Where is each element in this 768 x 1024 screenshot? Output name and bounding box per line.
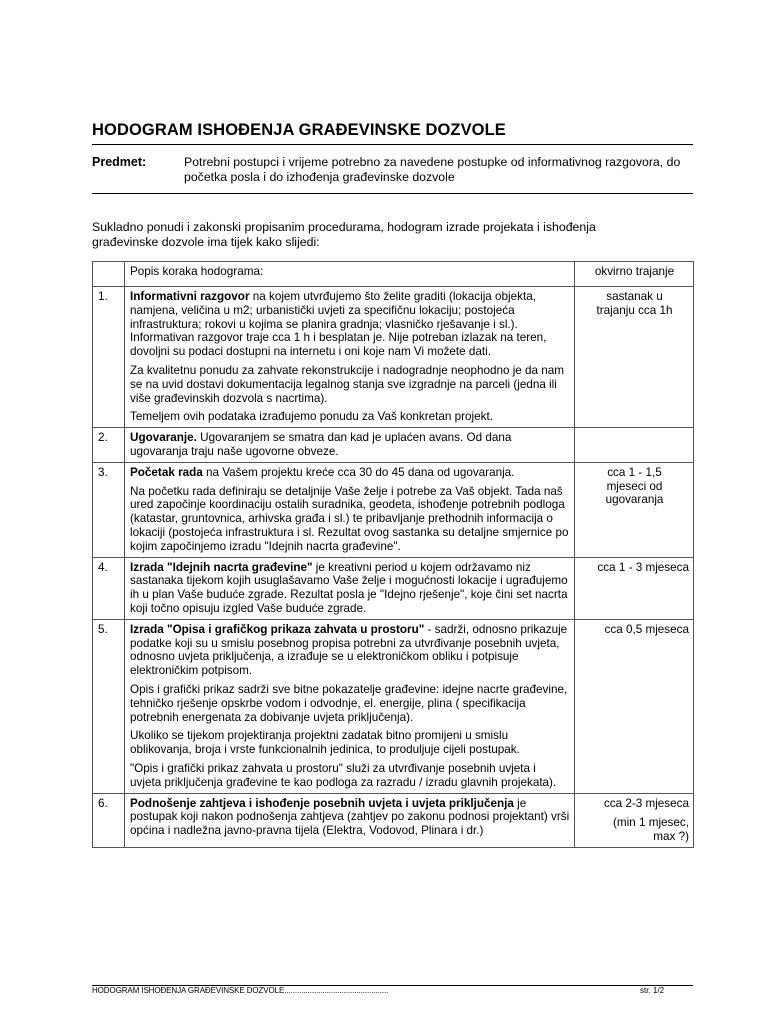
table-row [93, 287, 694, 428]
step-lead-text: je kreativni period u kojem održavamo niz sastanaka tijekom kojih usuglašavamo Vaše želje i mogućnosti lokacije i ugrađujemo ih u plan Vaše buduće zgrade. Rezultat posla je "Idejno rješenje", koje čini set nacrta koji točno opisuju izgled Vaše buduće zgrade. [130, 560, 568, 615]
header-desc-cell: Popis koraka hodograma: [125, 262, 575, 287]
step-title: Ugovaranje. [130, 431, 197, 445]
header-duration-cell: okvirno trajanje [575, 262, 694, 287]
step-duration [575, 793, 694, 847]
step-paragraph: Temeljem ovih podataka izrađujemo ponudu za Vaš konkretan projekt. [130, 410, 493, 424]
step-duration [575, 619, 694, 793]
step-description [125, 462, 575, 557]
duration-line: sastanak u [606, 290, 663, 303]
step-duration [575, 462, 694, 557]
step-number: 2. [93, 428, 125, 463]
duration-line: cca 2-3 mjeseca [603, 796, 689, 810]
step-title: Početak rada [130, 465, 203, 479]
step-duration [575, 557, 694, 619]
steps-table [92, 261, 694, 848]
page-number: str. 1/2 [640, 986, 665, 995]
step-description [125, 428, 575, 463]
step-lead-paragraph [130, 290, 570, 359]
header-num-cell [93, 262, 125, 287]
step-title: Informativni razgovor [130, 290, 250, 303]
step-lead-paragraph [130, 797, 570, 838]
step-lead-text: - sadrži, odnosno prikazuje podatke koji su u smislu posebnog propisa potrebni za utvrđivanje posebnih uvjeta, odnosno uvjeta priključenja, a izrađuje se u elektroničkom obliku i potpisuje elektroničkim potpisom. [130, 622, 568, 678]
step-paragraph: Na početku rada definiraju se detaljnije Vaše želje i potrebe za Vaš objekt. Tada naš ured započinje koordinaciju ostalih suradnika, geodeta, ishođenje potrebnih podloga (katastar, gruntovnica, arhivska građa i sl.) te pribavljanje prethodnih informacija o lokaciji (postojeća infrastruktura i sl. Rezultat ovog sastanka su detaljne smjernice po kojim započinjemo izradu "Idejnih nacrta građevine". [130, 484, 569, 553]
subject-label: Predmet: [92, 155, 147, 169]
step-number: 6. [93, 793, 125, 847]
step-paragraph: Za kvalitetnu ponudu za zahvate rekonstrukcije i nadogradnje neophodno je da nam se na uvid dostavi dokumentacija legalnog stanja sve izgradnje na parceli (jedna ili više građevinskih dozvola s nacrtima). [130, 363, 565, 405]
step-duration [575, 428, 694, 463]
duration-line: cca 1 - 1,5 [607, 465, 662, 479]
document-title: HODOGRAM ISHOĐENJA GRAĐEVINSKE DOZVOLE [92, 121, 506, 139]
step-number: 1. [93, 287, 125, 428]
subject-text: Potrebni postupci i vrijeme potrebno za navedene postupke od informativnog razgovora, do početka posla i do izhođenja građevinske dozvole [184, 155, 681, 184]
duration-line: mjeseci od [606, 479, 663, 493]
step-lead-paragraph [130, 561, 570, 616]
step-lead-text: na kojem utvrđujemo što želite graditi (lokacija objekta, namjena, veličina u m2; urbanistički uvjeti za specifičnu lokaciju; postojeća infrastruktura; rokovi u kojima se planira gradnja; vlasničko rješavanje i sl.). Informativan razgovor traje cca 1 h i besplatan je. Nije potreban izlazak na teren, dovoljni su podaci dostupni na internetu i oni koje nam Vi možete dati. [130, 290, 547, 359]
step-lead-paragraph [130, 466, 570, 480]
table-header-row [93, 262, 694, 287]
step-lead-text: Ugovaranjem se smatra dan kad je uplaćen avans. Od dana ugovaranja traju naše ugovorne obveze. [130, 431, 512, 458]
step-description [125, 287, 575, 428]
duration-line: cca 0,5 mjeseca [604, 622, 689, 636]
step-description [125, 793, 575, 847]
footer-text: HODOGRAM ISHOĐENJA GRAĐEVINSKE DOZVOLE................................................. [92, 986, 389, 995]
step-paragraph: "Opis i grafički prikaz zahvata u prostoru" služi za utvrđivanje posebnih uvjeta i uvjeta priključenja građevine te kao podloga za razradu / izradu glavnih projekata). [130, 761, 557, 789]
subject-divider [92, 193, 693, 194]
step-lead-paragraph [130, 623, 570, 678]
table-row [93, 428, 694, 463]
duration-line: cca 1 - 3 mjeseca [597, 560, 689, 574]
intro-paragraph: Sukladno ponudi i zakonski propisanim procedurama, hodogram izrade projekata i ishođenja građevinske dozvole ima tijek kako slijedi: [92, 220, 596, 249]
table-row [93, 793, 694, 847]
step-description [125, 619, 575, 793]
step-description [125, 557, 575, 619]
step-title: Izrada "Idejnih nacrta građevine" [130, 560, 313, 574]
step-lead-paragraph [130, 431, 570, 459]
step-number: 5. [93, 619, 125, 793]
step-number: 3. [93, 462, 125, 557]
duration-line: trajanju cca 1h [596, 303, 673, 317]
table-row [93, 462, 694, 557]
step-lead-text: na Vašem projektu kreće cca 30 do 45 dana od ugovaranja. [202, 465, 515, 479]
step-paragraph: Opis i grafički prikaz sadrži sve bitne pokazatelje građevine: idejne nacrte građevine, tehničko rješenje opskrbe vodom i odvodnje, el. energije, plina ( specifikacija potrebnih energenata za dobivanje uvjeta priključenja). [130, 682, 568, 724]
step-title: Izrada "Opisa i grafičkog prikaza zahvata u prostoru" [130, 622, 425, 636]
table-row [93, 557, 694, 619]
duration-line: ugovaranja [605, 493, 664, 507]
step-number: 4. [93, 557, 125, 619]
step-paragraph: Ukoliko se tijekom projektiranja projektni zadatak bitno promijeni u smislu oblikovanja, broja i vrste funkcionalnih jedinica, to produljuje cijeli postupak. [130, 729, 520, 757]
duration-line: (min 1 mjesec, [613, 816, 689, 830]
step-title: Podnošenje zahtjeva i ishođenje posebnih uvjeta i uvjeta priključenja [130, 796, 514, 810]
title-divider [92, 144, 693, 145]
duration-line: max ?) [653, 830, 689, 844]
table-row [93, 619, 694, 793]
step-lead-text: je postupak koji nakon podnošenja zahtjeva (zahtjev po zakonu podnosi projektant) vrši općina i nadležna javno-pravna tijela (Elektra, Vodovod, Plinara i dr.) [130, 796, 570, 838]
step-duration [575, 287, 694, 428]
